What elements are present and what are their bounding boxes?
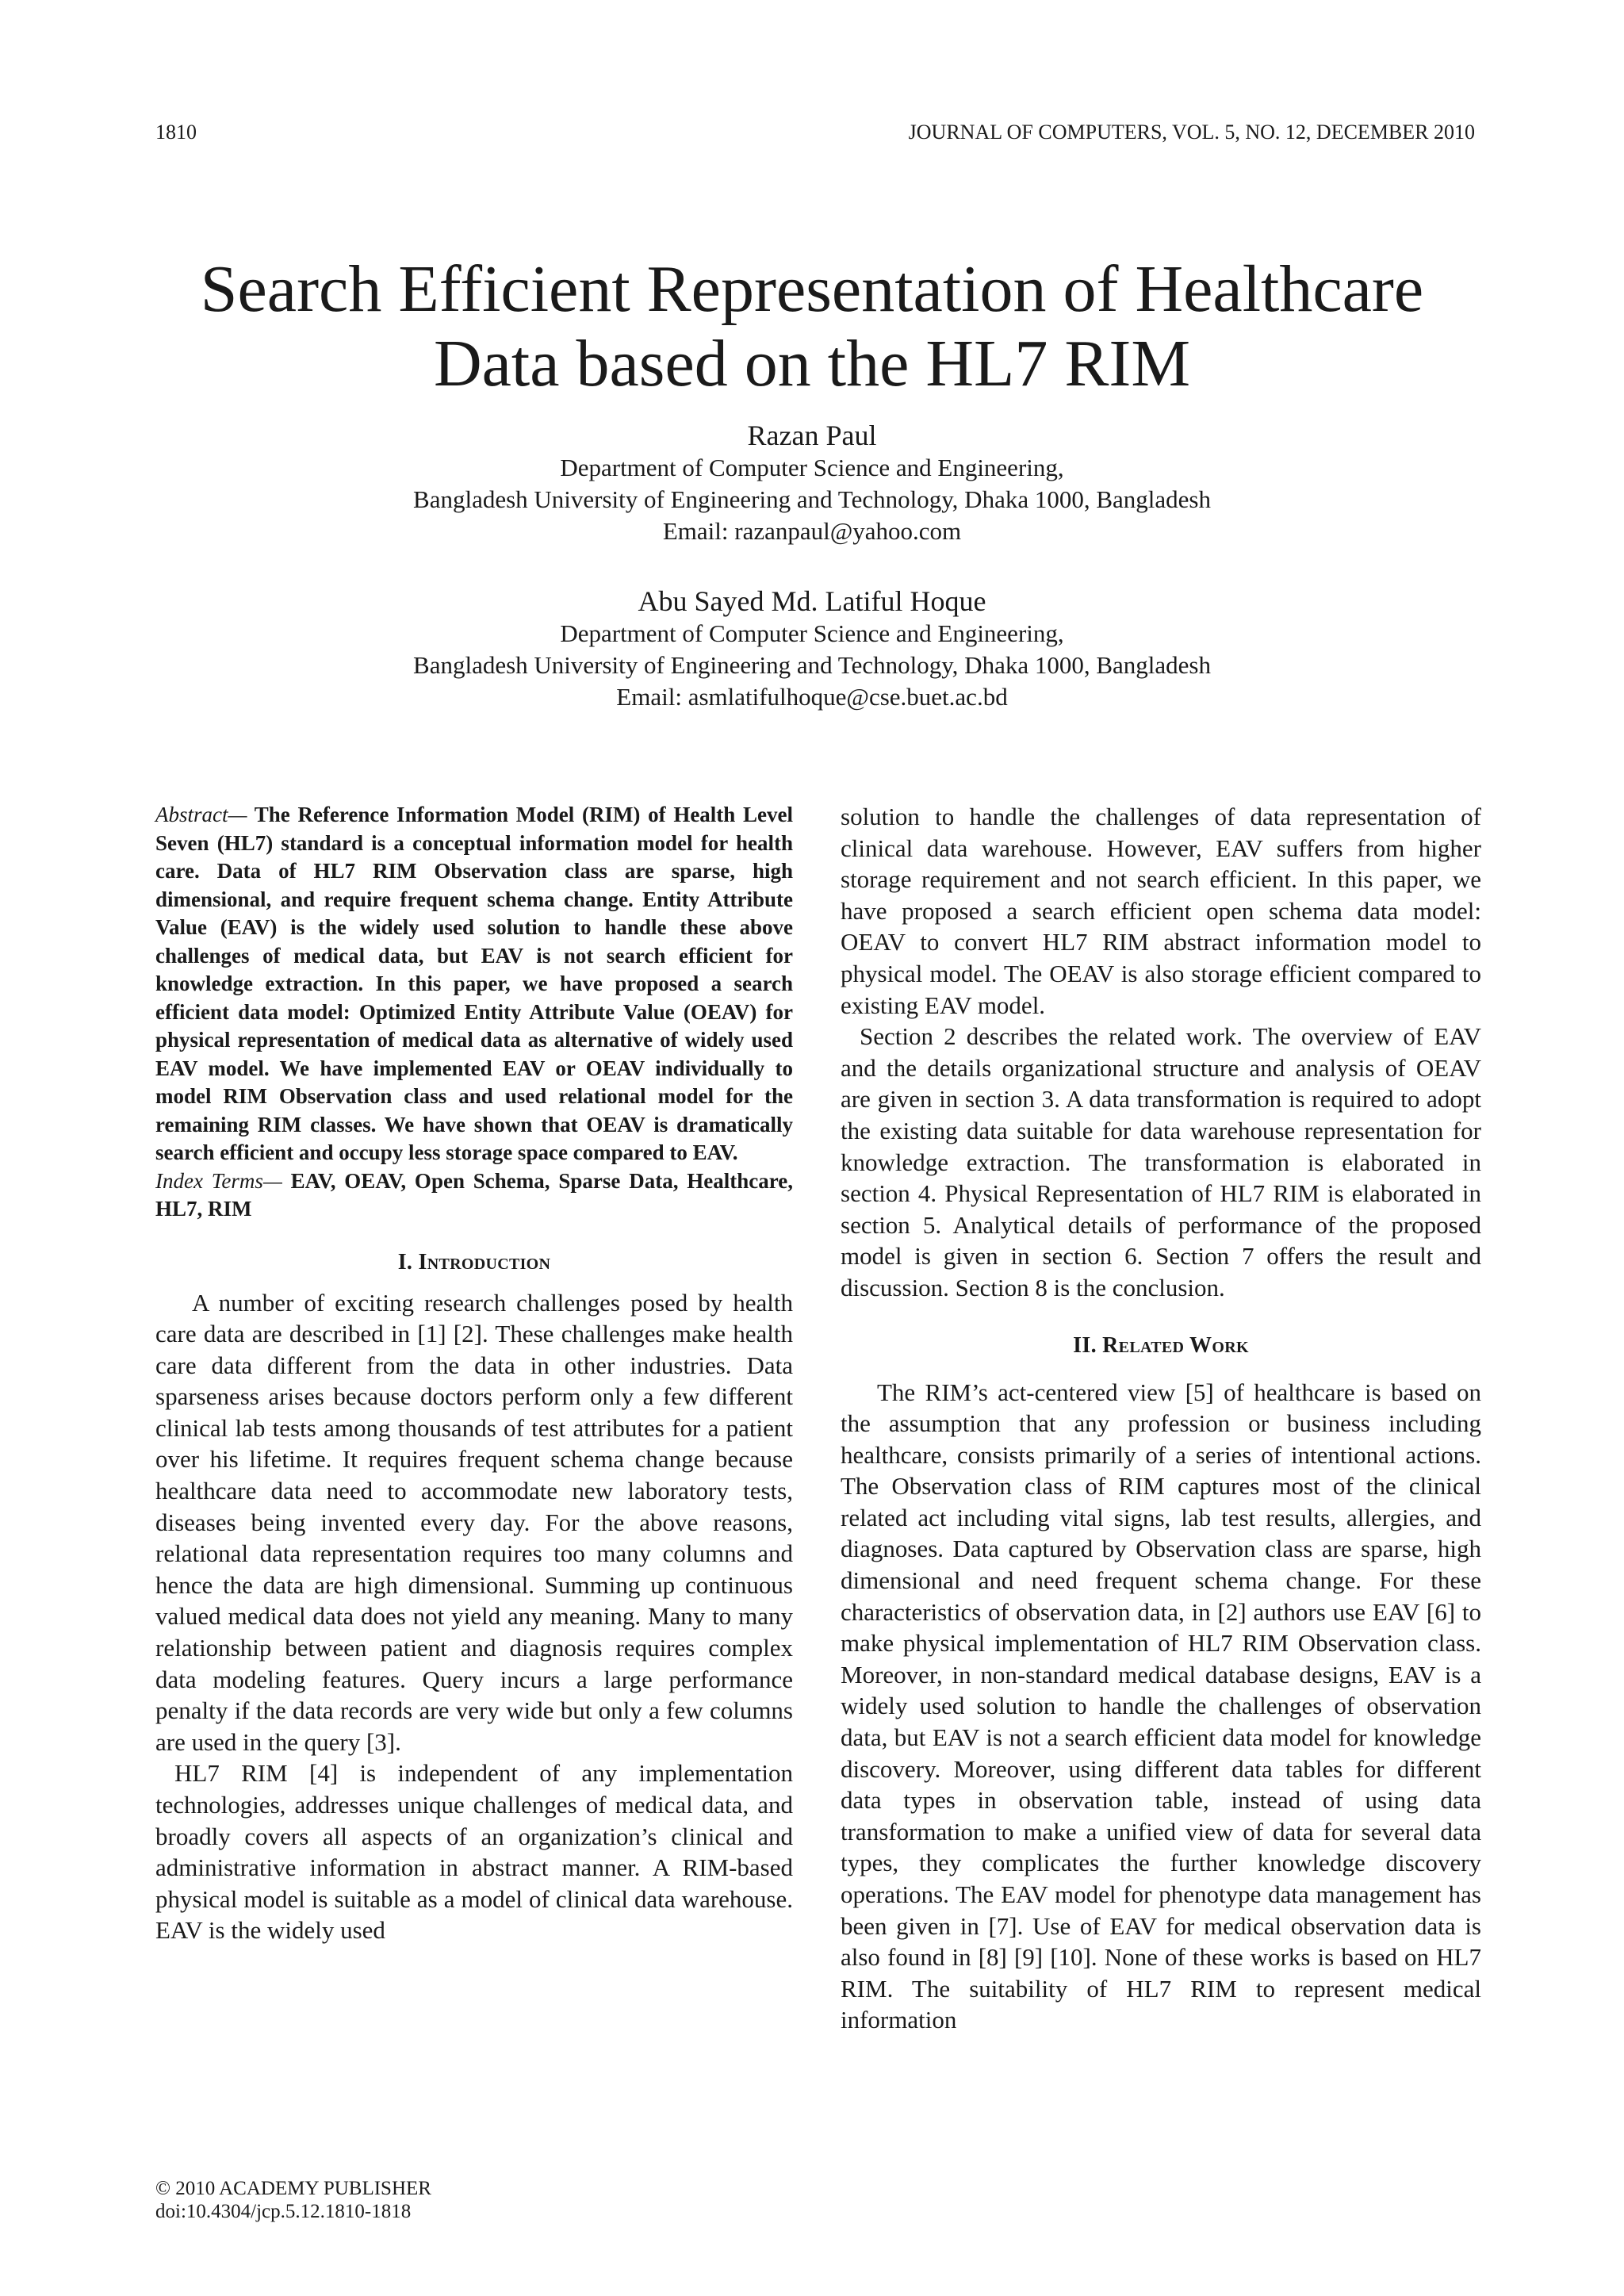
abstract (155, 801, 793, 1167)
intro-paragraph-2-continued: solution to handle the challenges of data representation of clinical data warehouse. However, EAV suffers from higher storage requirement and not search efficient. In this paper, we have proposed a search efficient open schema data model: OEAV to convert HL7 RIM abstract information model to physical model. The OEAV is also storage efficient compared to existing EAV model. (841, 803, 1481, 1019)
author-email: Email: asmlatifulhoque@cse.buet.ac.bd (616, 683, 1008, 711)
author-block-1 (0, 419, 1624, 547)
left-column (155, 801, 793, 1946)
author-university: Bangladesh University of Engineering and Technology, Dhaka 1000, Bangladesh (413, 651, 1211, 679)
right-column (841, 801, 1481, 2036)
author-block-2 (0, 585, 1624, 713)
intro-paragraph-2: HL7 RIM [4] is independent of any implementation technologies, addresses unique challenges of medical data, and broadly covers all aspects of an organization’s clinical and administrative information in abstract manner. A RIM-based physical model is suitable as a model of clinical data warehouse. EAV is the widely used (155, 1759, 793, 1945)
author-department: Department of Computer Science and Engineering, (560, 454, 1064, 481)
author-university: Bangladesh University of Engineering and Technology, Dhaka 1000, Bangladesh (413, 485, 1211, 513)
abstract-text: The Reference Information Model (RIM) of Health Level Seven (HL7) standard is a conceptual information model for health care. Data of HL7 RIM Observation class are sparse, high dimensional, and require frequent schema change. Entity Attribute Value (EAV) is the widely used solution to handle these above challenges of medical data, but EAV is not search efficient for knowledge extraction. In this paper, we have proposed a search efficient data model: Optimized Entity Attribute Value (OEAV) for physical representation of medical data as alternative of widely used EAV model. We have implemented EAV or OEAV individually to model RIM Observation class and used relational model for the remaining RIM classes. We have shown that OEAV is dramatically search efficient and occupy less storage space compared to EAV. (155, 803, 793, 1164)
author-name: Abu Sayed Md. Latiful Hoque (638, 585, 986, 617)
intro-paragraph-1: A number of exciting research challenges posed by health care data are described in [1] [2]. These challenges make health care data different from the data in other industries. Data sparseness arises because doctors perform only a few different clinical lab tests among thousands of test attributes for a patient over his lifetime. It requires frequent schema change because healthcare data need to accommodate new laboratory tests, diseases being invented every day. For the above reasons, relational data representation requires too many columns and hence the data are high dimensional. Summing up continuous valued medical data does not yield any meaning. Many to many relationship between patient and diagnosis requires complex data modeling features. Query incurs a large performance penalty if the data records are very wide but only a few columns are used in the query [3]. (155, 1288, 793, 1756)
author-department: Department of Computer Science and Engineering, (560, 619, 1064, 647)
journal-name: JOURNAL OF COMPUTERS, VOL. 5, NO. 12, DECEMBER 2010 (908, 121, 1475, 144)
intro-paragraph-3: Section 2 describes the related work. The overview of EAV and the details organizational structure and analysis of OEAV are given in section 3. A data transformation is required to adopt the existing data suitable for data warehouse representation for knowledge extraction. The transformation is elaborated in section 4. Physical Representation of HL7 RIM is elaborated in section 5. Analytical details of performance of the proposed model is given in section 6. Section 7 offers the result and discussion. Section 8 is the conclusion. (841, 1022, 1481, 1301)
section-heading-related-work: II. Related Work (1073, 1332, 1249, 1358)
doi: doi:10.4304/jcp.5.12.1810-1818 (155, 2201, 412, 2222)
page-footer (155, 2177, 431, 2223)
copyright-notice: © 2010 ACADEMY PUBLISHER (155, 2178, 431, 2199)
index-terms-label: Index Terms— (155, 1168, 282, 1193)
index-terms-text: EAV, OEAV, Open Schema, Sparse Data, Healthcare, HL7, RIM (155, 1168, 793, 1221)
paper-title (0, 252, 1624, 401)
section-heading-introduction: I. Introduction (397, 1249, 551, 1274)
title-line-2: Data based on the HL7 RIM (433, 327, 1191, 401)
abstract-label: Abstract— (155, 803, 247, 826)
page-number: 1810 (155, 121, 197, 144)
index-terms (155, 1167, 793, 1224)
related-work-paragraph-1: The RIM’s act-centered view [5] of healthcare is based on the assumption that any profession or business including healthcare, consists primarily of a series of intentional actions. The Observation class of RIM captures most of the clinical related act including vital signs, lab test results, allergies, and diagnoses. Data captured by Observation class are sparse, high dimensional and need frequent schema change. For these characteristics of observation data, in [2] authors use EAV [6] to make physical implementation of HL7 RIM Observation class. Moreover, in non-standard medical database designs, EAV is a widely used solution to handle the challenges of observation data, but EAV is not a search efficient data model for knowledge discovery. Moreover, using different data tables for different data types in observation table, instead of using data transformation to make a unified view of data for several data types, they complicates the further knowledge discovery operations. The EAV model for phenotype data management has been given in [7]. Use of EAV for medical observation data is also found in [8] [9] [10]. None of these works is based on HL7 RIM. The suitability of HL7 RIM to represent medical information (841, 1378, 1481, 2034)
running-head (155, 121, 1475, 144)
author-email: Email: razanpaul@yahoo.com (662, 517, 962, 545)
title-line-1: Search Efficient Representation of Healthcare (200, 252, 1424, 326)
author-name: Razan Paul (747, 420, 877, 451)
